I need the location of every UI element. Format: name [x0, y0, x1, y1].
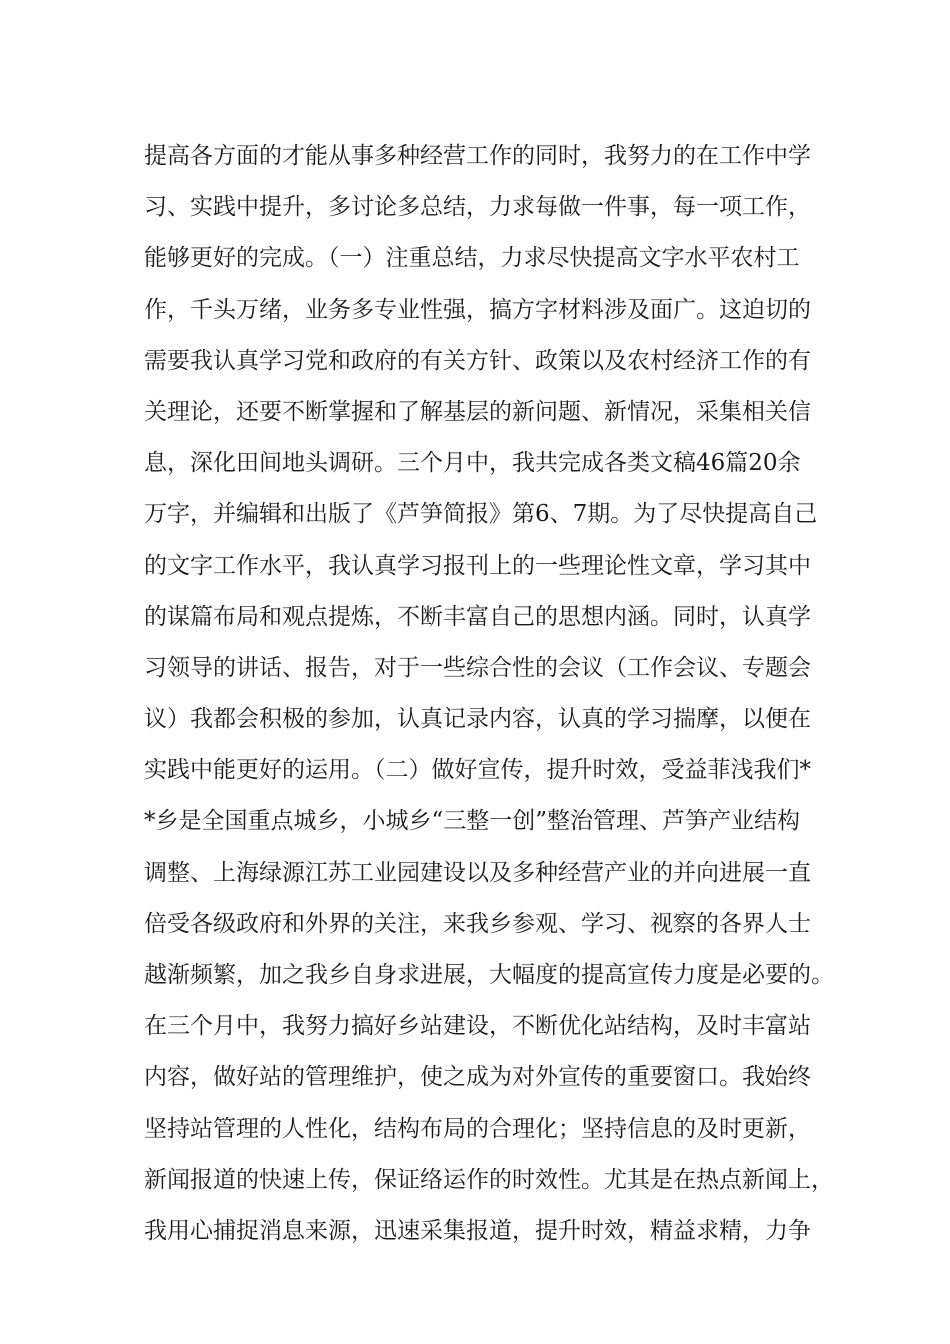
text-line: 关理论，还要不断掌握和了解基层的新问题、新情况，采集相关信: [144, 398, 811, 425]
text-line: 提高各方面的才能从事多种经营工作的同时，我努力的在工作中学: [144, 143, 811, 169]
text-line: 息，深化田间地头调研。三个月中，我共完成各类文稿46篇20余: [144, 450, 801, 477]
body-text: [144, 131, 844, 1257]
text-line: 实践中能更好的运用。（二）做好宣传，提升时效，受益菲浅我们*: [144, 757, 811, 784]
text-line: 新闻报道的快速上传，保证络运作的时效性。尤其是在热点新闻上，: [144, 1166, 834, 1193]
text-line: 需要我认真学习党和政府的有关方针、政策以及农村经济工作的有: [144, 347, 811, 374]
text-line: 习领导的讲话、报告，对于一些综合性的会议（工作会议、专题会: [144, 654, 811, 681]
text-line: 在三个月中，我努力搞好乡站建设，不断优化站结构，及时丰富站: [144, 1013, 811, 1040]
text-line: 能够更好的完成。（一）注重总结，力求尽快提高文字水平农村工: [144, 245, 800, 272]
text-line: 调整、上海绿源江苏工业园建设以及多种经营产业的并向进展一直: [144, 859, 811, 886]
text-line: 倍受各级政府和外界的关注，来我乡参观、学习、视察的各界人士: [144, 910, 811, 937]
text-line: 内容，做好站的管理维护，使之成为对外宣传的重要窗口。我始终: [144, 1064, 811, 1091]
text-line: 的文字工作水平，我认真学习报刊上的一些理论性文章，学习其中: [144, 552, 811, 579]
text-line: 坚持站管理的人性化，结构布局的合理化；坚持信息的及时更新，: [144, 1115, 811, 1142]
text-line: 议）我都会积极的参加，认真记录内容，认真的学习揣摩，以便在: [144, 706, 811, 733]
text-line: 作，千头万绪，业务多专业性强，搞方字材料涉及面广。这迫切的: [144, 296, 811, 323]
text-line: 越渐频繁，加之我乡自身求进展，大幅度的提高宣传力度是必要的。: [144, 962, 834, 988]
text-line: 习、实践中提升，多讨论多总结，力求每做一件事，每一项工作，: [144, 194, 811, 221]
text-line: 我用心捕捉消息来源，迅速采集报道，提升时效，精益求精，力争: [144, 1217, 811, 1244]
text-line: *乡是全国重点城乡，小城乡“三整一创”整治管理、芦笋产业结构: [144, 808, 801, 835]
text-line: 的谋篇布局和观点提炼，不断丰富自己的思想内涵。同时，认真学: [144, 603, 811, 630]
text-line: 万字，并编辑和出版了《芦笋简报》第6、7期。为了尽快提高自己: [144, 501, 818, 528]
